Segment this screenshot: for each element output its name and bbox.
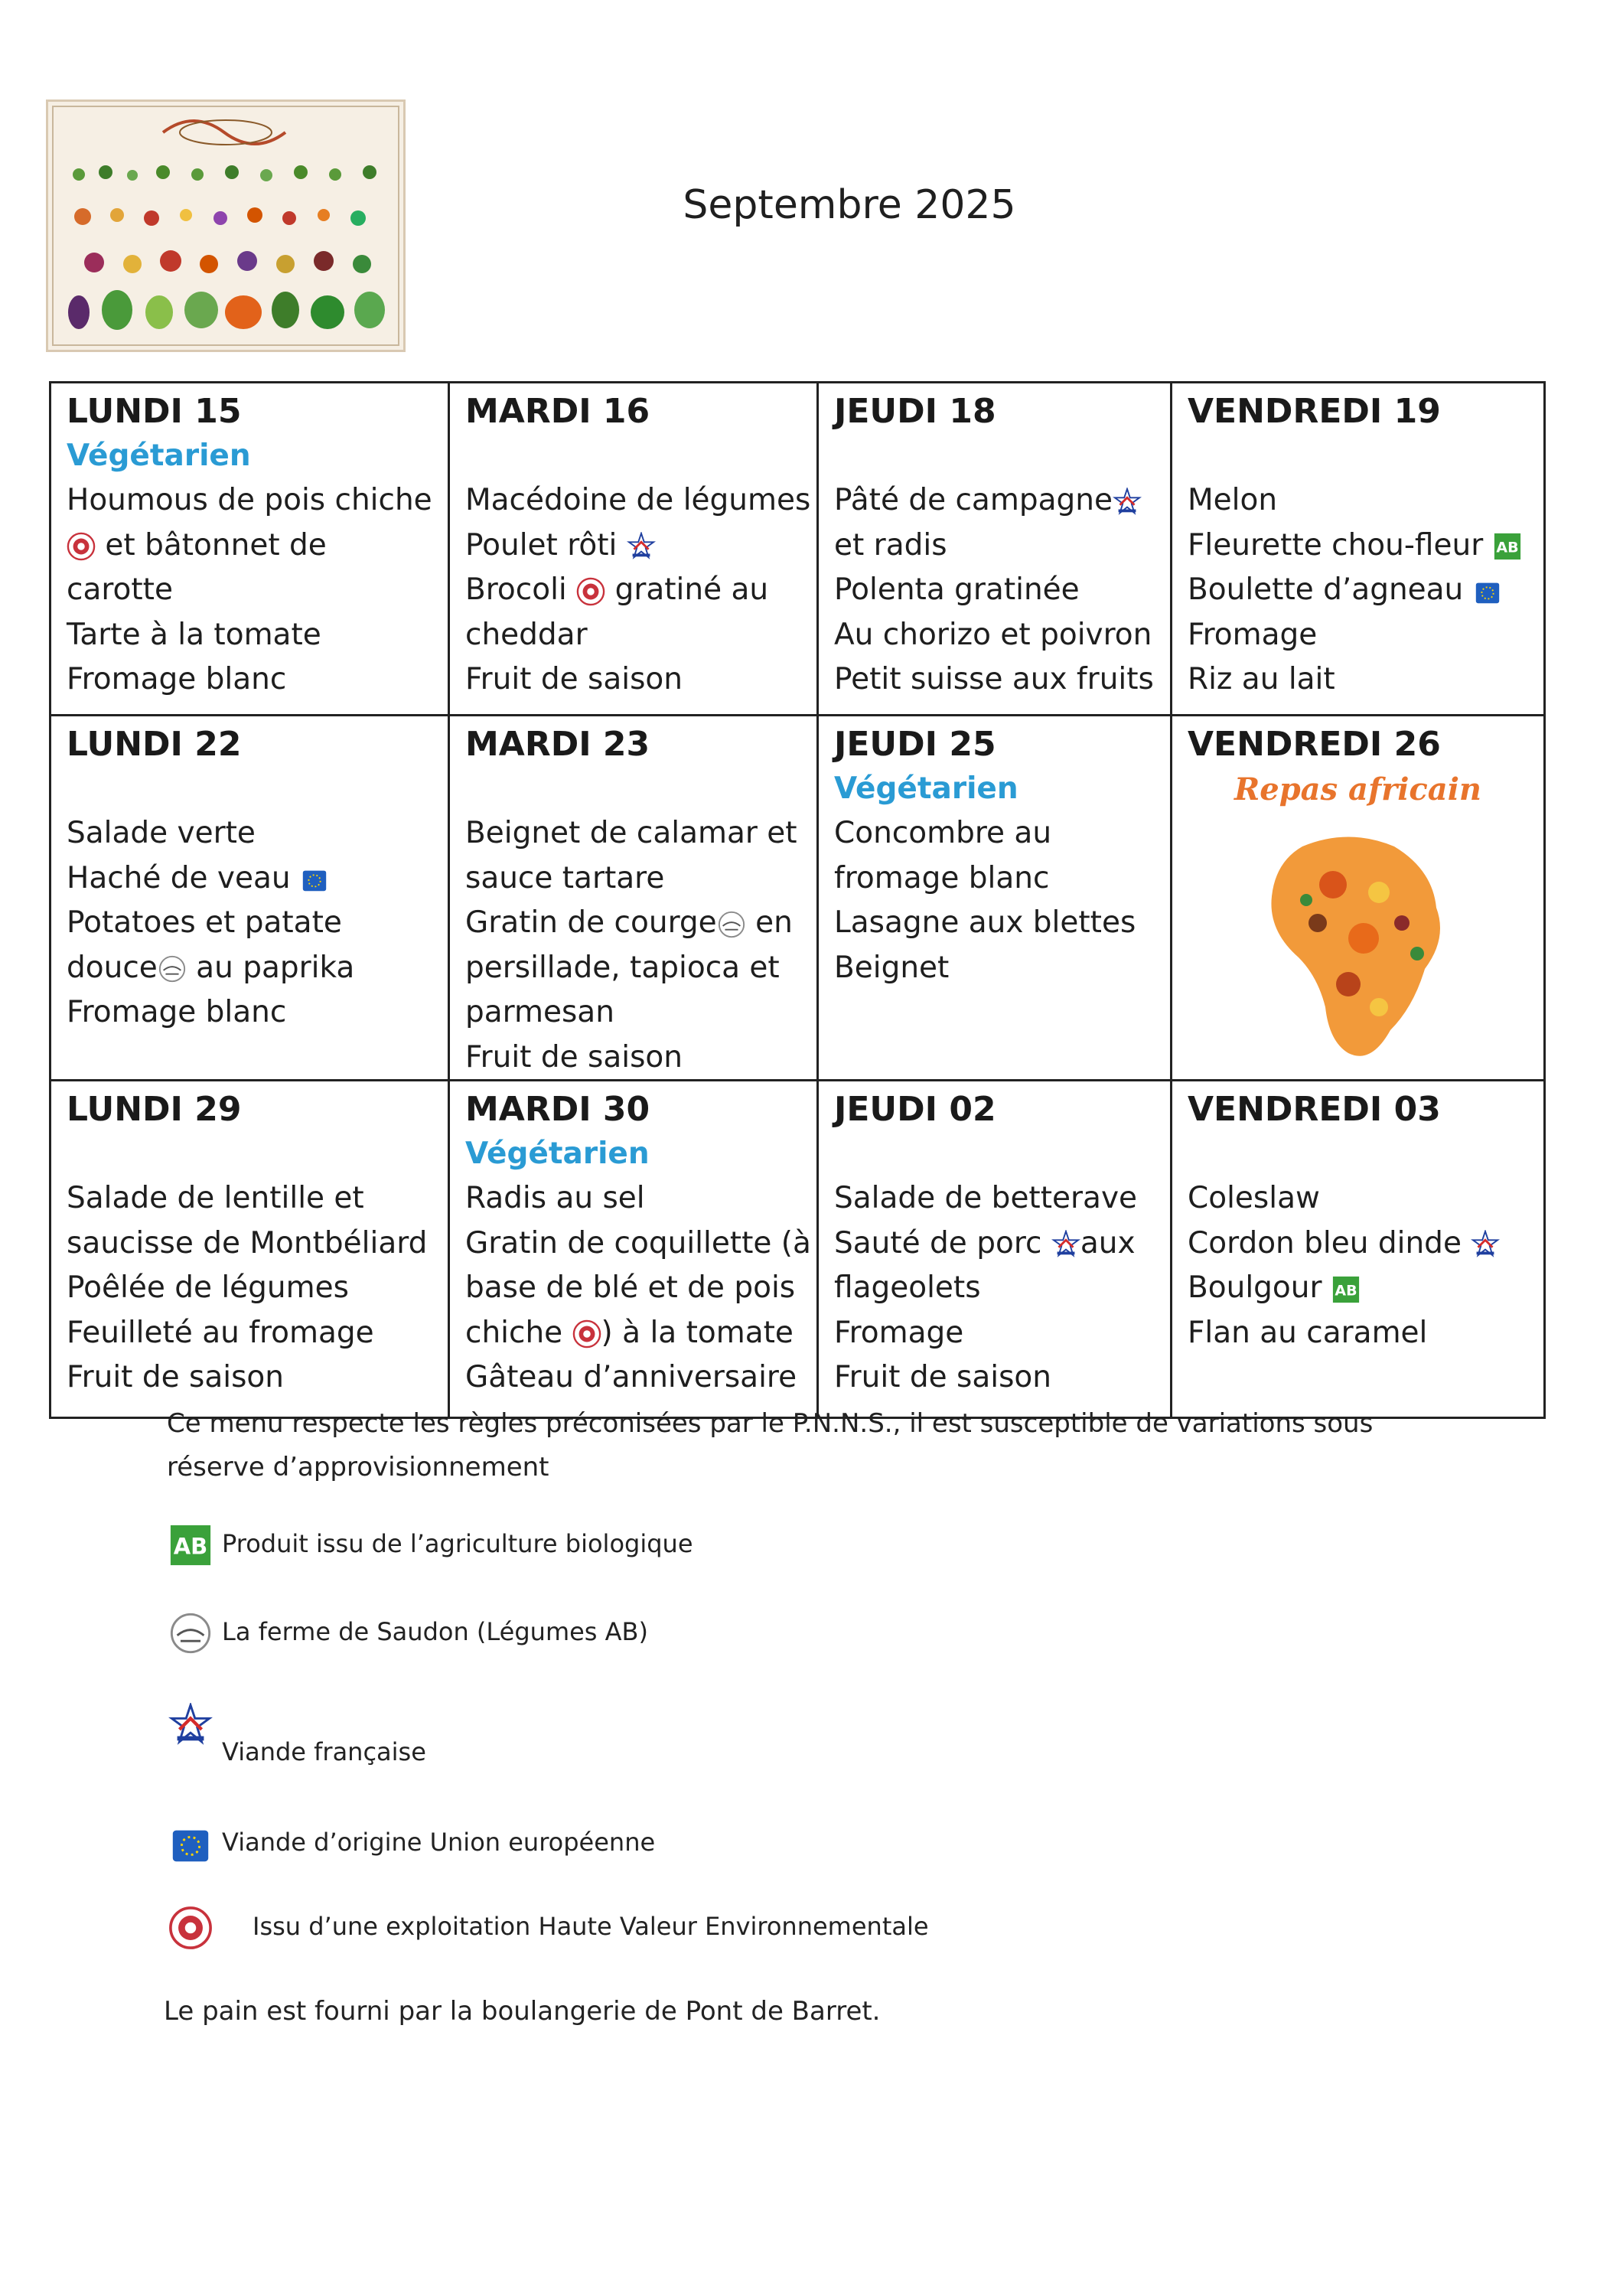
menu-item-text: Coleslaw: [1188, 1181, 1320, 1215]
menu-item-text: Fromage: [1188, 617, 1318, 652]
menu-day-cell: [51, 1081, 450, 1417]
menu-item: [834, 478, 1170, 523]
svg-text:AB: AB: [1496, 539, 1519, 556]
page-title: Septembre 2025: [683, 182, 1016, 228]
africa-map-image: [1234, 823, 1463, 1079]
menu-item-text: persillade, tapioca et: [465, 950, 780, 985]
menu-day-cell: [51, 716, 450, 1081]
menu-item-text-cont: et bâtonnet de: [96, 527, 327, 563]
day-heading: MARDI 30: [465, 1090, 650, 1129]
day-heading: JEUDI 18: [834, 392, 996, 431]
menu-item: [1188, 523, 1543, 569]
vegetarian-label: Végétarien: [465, 1137, 650, 1171]
ab-bio-icon: [168, 1523, 213, 1567]
hve-icon: [168, 1906, 213, 1950]
origine-ue-icon: [300, 865, 329, 894]
menu-item-text: Poulet rôti: [465, 527, 627, 563]
day-heading: MARDI 23: [465, 725, 650, 764]
menu-item: [465, 613, 816, 658]
menu-item: [1188, 657, 1543, 703]
viande-francaise-icon: [1051, 1230, 1080, 1259]
menu-day-cell: [819, 716, 1172, 1081]
ab-bio-icon: [1493, 532, 1522, 561]
menu-item: [465, 856, 816, 902]
menu-item: [834, 1266, 1170, 1311]
day-heading: LUNDI 29: [67, 1090, 242, 1129]
menu-item-text: Pâté de campagne: [834, 483, 1113, 517]
svg-text:AB: AB: [173, 1533, 208, 1560]
menu-item-text: Fruit de saison: [834, 1360, 1051, 1394]
viande-francaise-icon: [627, 532, 656, 561]
menu-item: [834, 657, 1170, 703]
menu-item-text: Tarte à la tomate: [67, 617, 321, 652]
menu-item-text-cont: gratiné au: [605, 572, 769, 607]
menu-item-text: Cordon bleu dinde: [1188, 1225, 1471, 1261]
legend-label: Produit issu de l’agriculture biologique: [222, 1529, 693, 1558]
origine-ue-icon: [168, 1821, 213, 1866]
menu-item-text: Fruit de saison: [67, 1360, 284, 1394]
menu-item-text: Concombre au: [834, 816, 1052, 850]
menu-item-text: Potatoes et patate: [67, 905, 342, 940]
menu-item: [834, 1176, 1170, 1221]
menu-day-cell: [51, 383, 450, 716]
menu-item: [67, 1311, 448, 1356]
menu-item: [834, 1221, 1170, 1267]
origine-ue-icon: [1473, 577, 1502, 606]
svg-text:AB: AB: [1335, 1282, 1357, 1300]
menu-day-cell: [1172, 716, 1543, 1081]
viande-francaise-icon: [1471, 1230, 1500, 1259]
legend-label: Viande d’origine Union européenne: [222, 1828, 656, 1857]
menu-item-text: Salade verte: [67, 816, 256, 850]
menu-item-text: et radis: [834, 527, 947, 563]
menu-item-text: Poêlée de légumes: [67, 1270, 349, 1305]
day-heading: VENDREDI 19: [1188, 392, 1441, 431]
menu-item-text: Polenta gratinée: [834, 572, 1080, 607]
menu-item-text: parmesan: [465, 995, 614, 1029]
menu-item-text: flageolets: [834, 1270, 981, 1305]
menu-item-text: Au chorizo et poivron: [834, 617, 1152, 652]
hve-icon: [67, 532, 96, 561]
menu-item: [834, 1355, 1170, 1401]
menu-item: [67, 856, 448, 902]
menu-item: [465, 1355, 816, 1401]
ferme-saudon-icon: [168, 1611, 213, 1655]
special-meal-title: Repas africain: [1234, 771, 1481, 807]
pnns-note-line2: réserve d’approvisionnement: [167, 1452, 549, 1482]
menu-item-text: sauce tartare: [465, 860, 665, 895]
menu-item-text: Salade de betterave: [834, 1181, 1138, 1215]
hve-icon: [572, 1319, 601, 1349]
menu-item: [465, 990, 816, 1035]
day-heading: LUNDI 22: [67, 725, 242, 764]
menu-item: [67, 478, 448, 523]
menu-item: [67, 613, 448, 658]
menu-item: [1188, 613, 1543, 658]
viande-francaise-icon: [168, 1703, 213, 1747]
menu-item: [465, 901, 816, 946]
menu-item-text: douce: [67, 950, 158, 985]
menu-item: [67, 657, 448, 703]
menu-item-text: Flan au caramel: [1188, 1315, 1428, 1350]
menu-item-text: Houmous de pois chiche: [67, 483, 432, 517]
menu-item: [834, 856, 1170, 902]
menu-item-text: Brocoli: [465, 572, 577, 607]
menu-item-text: Fromage blanc: [67, 995, 287, 1029]
menu-day-cell: [450, 383, 819, 716]
menu-item-text: Boulgour: [1188, 1270, 1331, 1305]
menu-day-cell: [819, 383, 1172, 716]
menu-item: [465, 1176, 816, 1221]
menu-item-text: Fromage blanc: [67, 662, 287, 696]
hve-icon: [576, 577, 605, 606]
day-heading: LUNDI 15: [67, 392, 242, 431]
vegetarian-label: Végétarien: [67, 439, 251, 473]
menu-item: [67, 990, 448, 1035]
menu-item: [1188, 1266, 1543, 1311]
bread-note: Le pain est fourni par la boulangerie de Pont de Barret.: [164, 1996, 881, 2027]
menu-item: [67, 901, 448, 946]
menu-item: [67, 1355, 448, 1401]
menu-item-text: Beignet de calamar et: [465, 816, 797, 850]
menu-item: [67, 1221, 448, 1267]
menu-day-cell: [1172, 383, 1543, 716]
ab-bio-icon: [1331, 1275, 1361, 1304]
menu-item: [1188, 1221, 1543, 1267]
menu-item: [834, 523, 1170, 569]
day-heading: JEUDI 02: [834, 1090, 996, 1129]
menu-item-text: cheddar: [465, 617, 588, 652]
menu-item-text-cont: en: [745, 905, 793, 940]
menu-item-text-cont: au paprika: [186, 950, 355, 985]
menu-item-text: Fruit de saison: [465, 1039, 683, 1075]
menu-item: [465, 946, 816, 991]
menu-item-text: Gâteau d’anniversaire: [465, 1360, 797, 1394]
menu-item: [67, 523, 448, 569]
vegetarian-label: Végétarien: [834, 771, 1018, 806]
menu-item: [465, 523, 816, 569]
menu-item: [834, 901, 1170, 946]
menu-item: [465, 1221, 816, 1267]
menu-item: [1188, 1311, 1543, 1356]
ferme-saudon-icon: [158, 954, 187, 983]
menu-item: [67, 568, 448, 613]
viande-francaise-icon: [1113, 488, 1142, 517]
menu-item: [465, 657, 816, 703]
day-heading: VENDREDI 26: [1188, 725, 1441, 764]
menu-item: [67, 1266, 448, 1311]
pnns-note-line1: Ce menu respecte les règles préconisées par le P.N.N.S., il est susceptible de variations sous: [167, 1408, 1374, 1439]
menu-item-text: Beignet: [834, 950, 950, 985]
menu-item-text: Fruit de saison: [465, 662, 683, 696]
menu-item-text: carotte: [67, 572, 173, 607]
menu-item: [67, 1176, 448, 1221]
menu-item: [1188, 568, 1543, 613]
menu-day-cell: [450, 1081, 819, 1417]
menu-item-text: Radis au sel: [465, 1181, 645, 1215]
menu-item-text: Petit suisse aux fruits: [834, 662, 1154, 696]
menu-item: [834, 613, 1170, 658]
menu-item: [465, 568, 816, 613]
menu-item: [465, 478, 816, 523]
vegetables-poster-image: [46, 99, 406, 352]
menu-item-text: Riz au lait: [1188, 662, 1335, 696]
menu-item: [465, 1266, 816, 1311]
menu-item-text: Boulette d’agneau: [1188, 572, 1473, 607]
menu-item-text: Macédoine de légumes: [465, 483, 811, 517]
menu-item-text-cont: ) à la tomate: [601, 1315, 794, 1350]
menu-item-text: fromage blanc: [834, 860, 1050, 895]
menu-item-text: chiche: [465, 1315, 572, 1350]
menu-item: [67, 946, 448, 991]
menu-item: [834, 568, 1170, 613]
menu-item: [1188, 1176, 1543, 1221]
menu-item-text: Gratin de courge: [465, 905, 717, 940]
menu-item-text: Fromage: [834, 1315, 964, 1350]
menu-item-text: Salade de lentille et: [67, 1181, 364, 1215]
day-heading: MARDI 16: [465, 392, 650, 431]
menu-day-cell: [1172, 1081, 1543, 1417]
menu-item-text: Lasagne aux blettes: [834, 905, 1136, 940]
day-heading: VENDREDI 03: [1188, 1090, 1441, 1129]
day-heading: JEUDI 25: [834, 725, 996, 764]
ferme-saudon-icon: [717, 910, 746, 939]
menu-item-text: Haché de veau: [67, 860, 301, 895]
menu-item: [465, 1311, 816, 1356]
legend-label: La ferme de Saudon (Légumes AB): [222, 1617, 648, 1646]
menu-item-text: Feuilleté au fromage: [67, 1315, 374, 1350]
menu-item-text: saucisse de Montbéliard: [67, 1225, 428, 1261]
menu-item-text: Sauté de porc: [834, 1225, 1051, 1261]
menu-item-text: Melon: [1188, 483, 1278, 517]
menu-item: [465, 811, 816, 856]
menu-item: [834, 811, 1170, 856]
menu-table: [49, 381, 1546, 1419]
menu-item: [465, 1035, 816, 1081]
menu-item-text: Fleurette chou-fleur: [1188, 527, 1493, 563]
menu-item: [1188, 478, 1543, 523]
menu-item-text: Gratin de coquillette (à: [465, 1225, 811, 1261]
menu-item: [67, 811, 448, 856]
legend-label: Viande française: [222, 1737, 426, 1766]
menu-day-cell: [450, 716, 819, 1081]
menu-item: [834, 946, 1170, 991]
menu-item-text: base de blé et de pois: [465, 1270, 796, 1305]
menu-day-cell: [819, 1081, 1172, 1417]
menu-item-text-cont: aux: [1080, 1225, 1136, 1261]
legend-label: Issu d’une exploitation Haute Valeur Environnementale: [253, 1912, 929, 1941]
menu-item: [834, 1311, 1170, 1356]
